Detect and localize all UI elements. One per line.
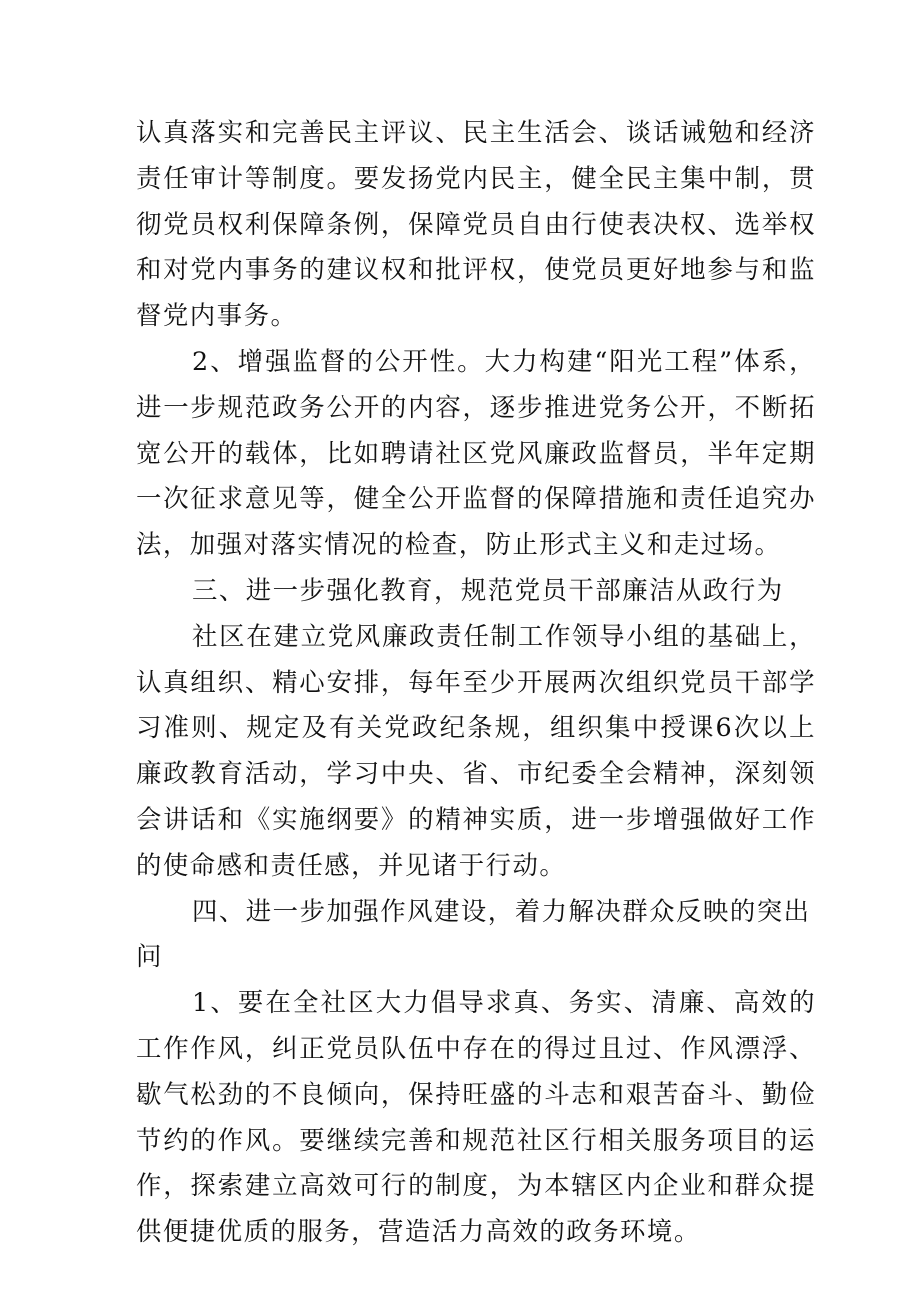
paragraph-continuation: 认真落实和完善民主评议、民主生活会、谈话诫勉和经济责任审计等制度。要发扬党内民主，健全民主集中制，贯彻党员权利保障条例，保障党员自由行使表决权、选举权和对党内事务的建议权和批评权，使党员更好地参与和监督党内事务。: [136, 117, 816, 331]
section-heading-3: 三、进一步强化教育，规范党员干部廉洁从政行为: [192, 574, 784, 605]
document-body: [136, 110, 816, 1255]
paragraph-section-3-body: 社区在建立党风廉政责任制工作领导小组的基础上，认真组织、精心安排，每年至少开展两次组织党员干部学习准则、规定及有关党政纪条规，组织集中授课6次以上廉政教育活动，学习中央、省、市纪委全会精神，深刻领会讲话和《实施纲要》的精神实质，进一步增强做好工作的使命感和责任感，并见诸于行动。: [136, 620, 816, 880]
paragraph-item-2-openness: 2、增强监督的公开性。大力构建“阳光工程”体系，进一步规范政务公开的内容，逐步推进党务公开，不断拓宽公开的载体，比如聘请社区党风廉政监督员，半年定期一次征求意见等，健全公开监督的保障措施和责任追究办法，加强对落实情况的检查，防止形式主义和走过场。: [136, 345, 816, 560]
section-heading-4: 四、进一步加强作风建设，着力解决群众反映的突出问: [136, 895, 811, 972]
paragraph-item-1-style: 1、要在全社区大力倡导求真、务实、清廉、高效的工作作风，纠正党员队伍中存在的得过且过、作风漂浮、歇气松劲的不良倾向，保持旺盛的斗志和艰苦奋斗、勤俭节约的作风。要继续完善和规范社区行相关服务项目的运作，探索建立高效可行的制度，为本辖区内企业和群众提供便捷优质的服务，营造活力高效的政务环境。: [136, 987, 816, 1247]
